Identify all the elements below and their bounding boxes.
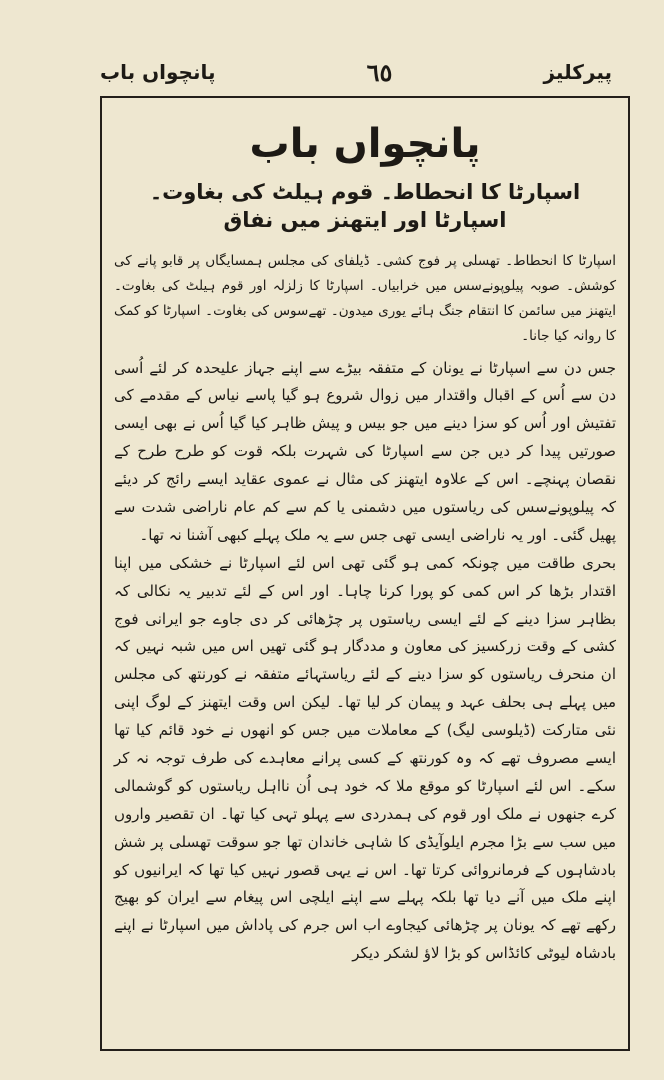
running-head-chapter-label: پانچواں باب (100, 60, 216, 84)
body-paragraph-2: بحری طاقت میں چونکہ کمی ہو گئی تھی اس لئے اسپارٹا نے خشکی میں اپنا اقتدار بڑھا کر اس کمی کو پورا کرنا چاہا۔ اور اس کے لئے تدبیر یہ نکالی کہ بظاہر سزا دینے کے لئے ایسی ریاستوں پر چڑھائی کر دی جاوے جو ایرانی فوج کشی کے وقت زرکسیز کی معاون و مددگار ہو گئی تھیں اس میں شبہ نہیں کہ ان منحرف ریاستوں کو سزا دینے کے لئے ریاستہائے متفقہ نے کورنتھ کی مجلس میں پہلے ہی بحلف عہد و پیمان کر لیا تھا۔ لیکن اس وقت ایتھنز کے لوگ اپنی نئی متارکت (ڈیلوسی لیگ) کے معاملات میں جس کو انھوں نے خود قائم کیا تھا ایسے مصروف تھے کہ وہ کورنتھ کے کسی پرانے معاہدے کی طرف توجہ نہ کر سکے۔ اس لئے اسپارٹا کو موقع ملا کہ خود ہی اُن نااہل ریاستوں کو گوشمالی کرے جنھوں نے ملک اور قوم کی ہمدردی سے پہلو تہی کیا تھا۔ ان تقصیر واروں میں سب سے بڑا مجرم ایلوآیڈی کا شاہی خاندان تھا جو سوقت تھسلی پر شش بادشاہوں کے فرمانروائی کرتا تھا۔ اس نے یہی قصور نہیں کیا تھا کہ ایرانیوں کو اپنے ملک میں آنے دیا تھا بلکہ پہلے سے اپنے ایلچی اس پیغام سے ایران کو بھیج رکھے تھے کہ یونان پر چڑھائی کیجاوے اب اس جرم کی پاداش میں اسپارٹا نے اپنے بادشاہ لیوٹی کائڈاس کو بڑا لاؤ لشکر دیکر (114, 553, 616, 963)
page-number: ٦٥ (366, 57, 393, 87)
running-head (100, 52, 612, 92)
body-paragraph-1: جس دن سے اسپارٹا نے یونان کے متفقہ بیڑے سے اپنے جہاز علیحدہ کر لئے اُسی دن سے اُس کے اقبال واقتدار میں زوال شروع ہو گیا پاسے نیاس کے مقدمے کی تفتیش اور اُس کو سزا دینے میں جو بیس و پیش ظاہر کیا گیا اُس نے بھی ایسی صورتیں پیدا کر دیں جن سے اسپارٹا کی شہرت بلکہ قوت کو طرح طرح کے نقصان پہنچے۔ اس کے علاوہ ایتھنز کی مثال نے عموی عقاید ایسے رائج کر دیئے کہ پیلوپونےسس کی ریاستوں میں دشمنی یا کم سے کم عام ناراضی شدت سے پھیل گئی۔ اور یہ ناراضی ایسی تھی جس سے یہ ملک پہلے کبھی آشنا نہ تھا۔ (114, 358, 616, 544)
running-head-book-title: پیرکلیز (543, 60, 612, 84)
chapter-subtitle: اسپارٹا کا انحطاط۔ قوم ہیلٹ کی بغاوت۔ اسپارٹا اور ایتھنز میں نفاق (149, 180, 581, 233)
chapter-summary: اسپارٹا کا انحطاط۔ تھسلی پر فوج کشی۔ ڈیلفای کی مجلس ہمسایگاں پر قابو پانے کی کوشش۔ صوبہ پیلوپونےسس میں خرابیاں۔ اسپارٹا کا زلزلہ اور قوم ہیلٹ کی بغاوت۔ ایتھنز میں سائمن کا انتقام جنگ ہائے یوری میدون۔ تھےسوس کی بغاوت۔ اسپارٹا کو کمک کا روانہ کیا جانا۔ (114, 252, 616, 344)
chapter-title: پانچواں باب (249, 121, 481, 167)
content-frame (100, 96, 630, 1051)
